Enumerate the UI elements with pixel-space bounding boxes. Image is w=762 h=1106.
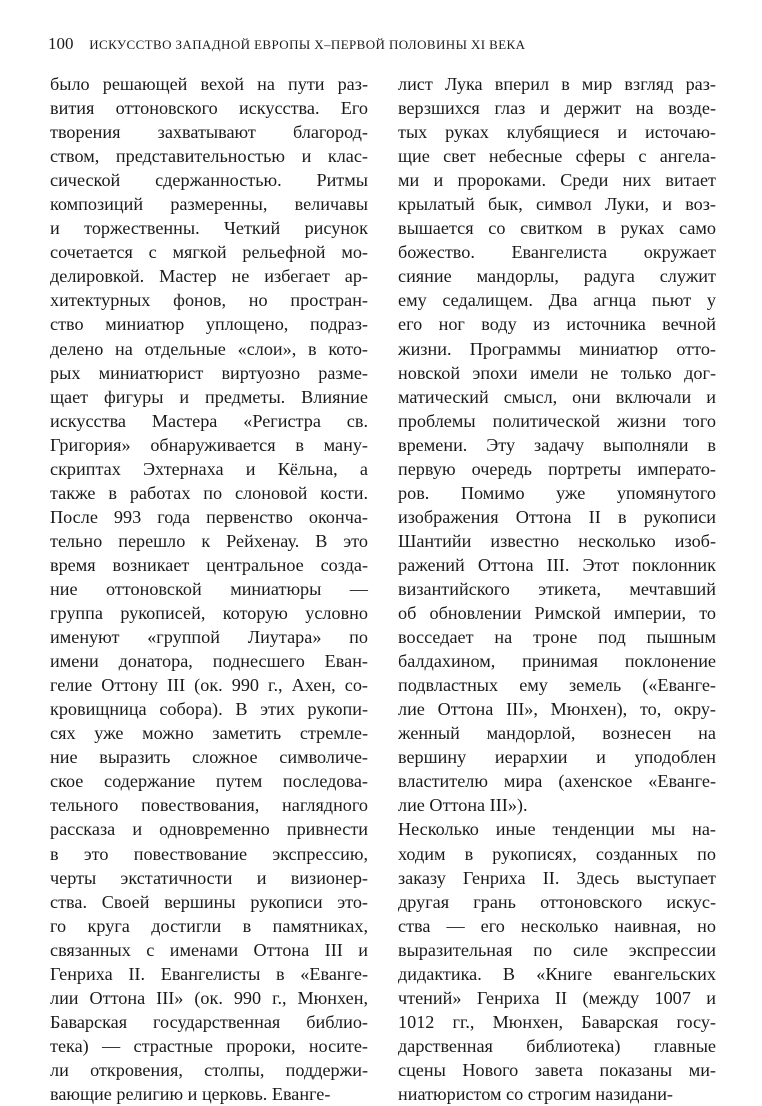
text-line: ниатюристом со строгим назидани- [398, 1083, 673, 1104]
text-line: вышается со свитком в руках само [398, 218, 716, 239]
text-line: тельного повествования, наглядного [50, 795, 368, 816]
text-line: его ног воду из источника вечной [398, 314, 716, 335]
text-line: го круга достигли в памятниках, [50, 915, 368, 936]
text-line: ства — его несколько наивная, но [398, 915, 716, 936]
text-line: жизни. Программы миниатюр отто- [398, 338, 716, 359]
text-line: хитектурных фонов, но простран- [50, 290, 368, 311]
text-line: рых миниатюрист виртуозно разме- [50, 362, 368, 383]
text-line: византийского этикета, мечтавший [398, 578, 716, 599]
running-head [48, 34, 728, 58]
text-line: ние оттоновской миниатюры — [50, 578, 368, 599]
text-line: об обновлении Римской империи, то [398, 603, 716, 624]
text-line: вершину иерархии и уподоблен [398, 747, 716, 768]
text-line: восседает на троне под пышным [398, 627, 716, 648]
text-line: изображения Оттона II в рукописи [398, 506, 716, 527]
text-line: также в работах по слоновой кости. [50, 482, 368, 503]
text-line: сях уже можно заметить стремле- [50, 723, 368, 744]
text-line: проблемы политической жизни того [398, 410, 716, 431]
text-line: было решающей вехой на пути раз- [50, 74, 368, 94]
text-line: выразительная по силе экспрессии [398, 939, 716, 960]
text-line: времени. Эту задачу выполняли в [398, 434, 716, 455]
text-line: Генриха II. Евангелисты в «Еванге- [50, 963, 368, 984]
text-line: время возникает центральное созда- [50, 554, 368, 575]
text-line: дидактика. В «Книге евангельских [398, 963, 716, 984]
text-line: сияние мандорлы, радуга служит [398, 266, 716, 287]
text-line: сической сдержанностью. Ритмы [50, 170, 368, 191]
text-line: творения захватывают благород- [50, 122, 368, 143]
text-line: делено на отдельные «слои», в кото- [50, 338, 368, 359]
text-line: ское содержание путем последова- [50, 771, 368, 792]
text-line: ров. Помимо уже упомянутого [398, 482, 716, 503]
text-line: ему седалищем. Два агнца пьют у [398, 290, 716, 311]
text-line: лие Оттона III», Мюнхен), то, окру- [398, 699, 716, 720]
text-line: божество. Евангелиста окружает [398, 242, 716, 263]
text-line: вающие религию и церковь. Еванге- [50, 1083, 331, 1104]
text-line: искусства Мастера «Регистра св. [50, 410, 368, 431]
text-line: лии Оттона III» (ок. 990 г., Мюнхен, [50, 987, 368, 1008]
text-line: заказу Генриха II. Здесь выступает [398, 867, 716, 888]
text-line: щие свет небесные сферы с ангела- [398, 146, 716, 167]
text-line: ражений Оттона III. Этот поклонник [398, 554, 716, 575]
text-line: и торжественны. Четкий рисунок [50, 218, 368, 239]
text-line: ства. Своей вершины рукописи это- [50, 891, 368, 912]
text-line: Григория» обнаруживается в ману- [50, 434, 368, 455]
text-line: именуют «группой Лиутара» по [50, 627, 368, 648]
text-line: 1012 гг., Мюнхен, Баварская госу- [398, 1011, 716, 1032]
text-line: После 993 года первенство оконча- [50, 506, 368, 527]
running-title: ИСКУССТВО ЗАПАДНОЙ ЕВРОПЫ X–ПЕРВОЙ ПОЛОВИНЫ XI ВЕКА [89, 37, 526, 52]
page-number: 100 [48, 34, 74, 53]
text-line: ние выразить сложное символиче- [50, 747, 368, 768]
text-line: новской эпохи имели не только дог- [398, 362, 716, 383]
text-line: сцены Нового завета показаны ми- [398, 1059, 716, 1080]
text-line: связанных с именами Оттона III и [50, 939, 368, 960]
text-line: гелие Оттону III (ок. 990 г., Ахен, со- [50, 675, 368, 696]
text-line: дарственная библиотека) главные [398, 1035, 716, 1056]
text-line: ли откровения, столпы, поддержи- [50, 1059, 368, 1080]
text-line: другая грань оттоновского искус- [398, 891, 716, 912]
text-line: ством, представительностью и клас- [50, 146, 368, 167]
text-line: подвластных ему земель («Еванге- [398, 675, 716, 696]
text-line: ми и пророками. Среди них витает [398, 170, 716, 191]
text-line: Баварская государственная библио- [50, 1011, 368, 1032]
text-line: группа рукописей, которую условно [50, 603, 368, 624]
text-line: кровищница собора). В этих рукопи- [50, 699, 368, 720]
text-line: лие Оттона III»). [398, 795, 528, 816]
text-line: верзшихся глаз и держит на возде- [398, 98, 716, 119]
text-line: матический смысл, они включали и [398, 386, 716, 407]
text-line: вития оттоновского искусства. Его [50, 98, 368, 119]
text-line: композиций размеренны, величавы [50, 194, 368, 215]
text-line: скриптах Эхтернаха и Кёльна, а [50, 458, 368, 479]
text-line: первую очередь портреты императо- [398, 458, 716, 479]
text-line: тека) — страстные пророки, носите- [50, 1035, 368, 1056]
right-text-column [398, 72, 716, 1106]
text-line: тельно перешло к Рейхенау. В это [50, 530, 368, 551]
text-line: имени донатора, поднесшего Еван- [50, 651, 368, 672]
text-line: в это повествование экспрессию, [50, 843, 368, 864]
left-text-column [50, 72, 368, 1106]
text-line: тых руках клубящиеся и источаю- [398, 122, 716, 143]
text-line: женный мандорлой, вознесен на [398, 723, 716, 744]
text-line: сочетается с мягкой рельефной мо- [50, 242, 368, 263]
text-line: щает фигуры и предметы. Влияние [50, 386, 368, 407]
text-line: лист Лука вперил в мир взгляд раз- [398, 74, 716, 94]
text-line: властителю мира (ахенское «Еванге- [398, 771, 716, 792]
text-line: ходим в рукописях, созданных по [398, 843, 716, 864]
text-line: рассказа и одновременно привнести [50, 819, 368, 840]
text-line: крылатый бык, символ Луки, и воз- [398, 194, 716, 215]
text-line: чтений» Генриха II (между 1007 и [398, 987, 716, 1008]
text-line: ство миниатюр уплощено, подраз- [50, 314, 368, 335]
text-line: балдахином, принимая поклонение [398, 651, 716, 672]
text-line: делировкой. Мастер не избегает ар- [50, 266, 368, 287]
text-line: Шантийи известно несколько изоб- [398, 530, 716, 551]
text-line: Несколько иные тенденции мы на- [398, 819, 716, 840]
text-line: черты экстатичности и визионер- [50, 867, 368, 888]
